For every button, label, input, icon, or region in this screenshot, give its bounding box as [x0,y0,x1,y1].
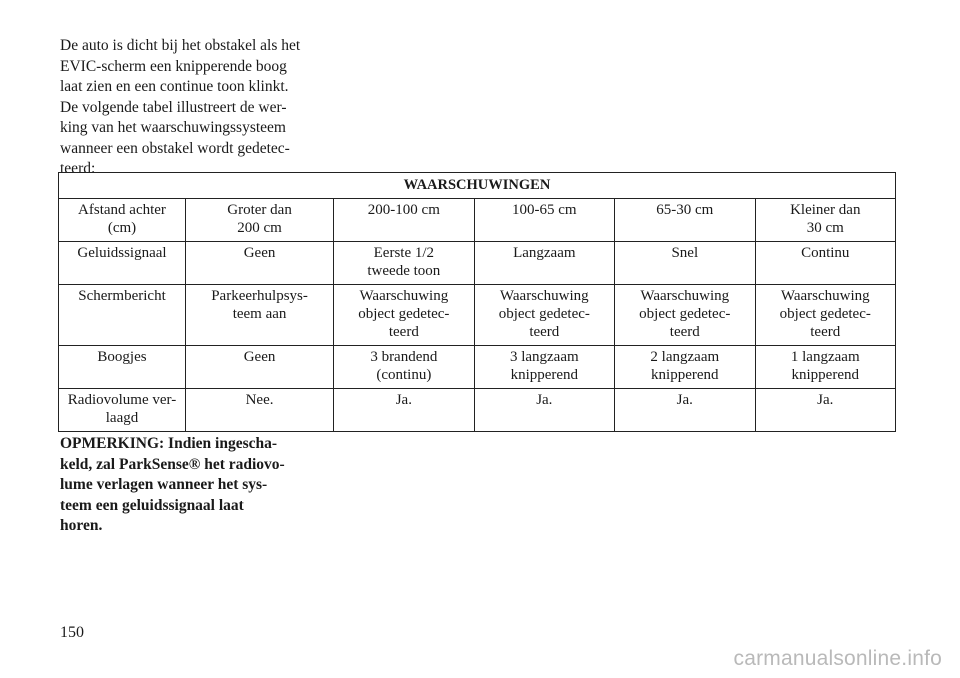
intro-line: king van het waarschuwingssysteem [60,119,286,136]
intro-line: De auto is dicht bij het obstakel als het [60,37,301,54]
row-header-line: Schermbericht [78,288,166,304]
cell-line: 2 langzaam [650,349,720,365]
table-cell [186,389,334,432]
cell-line: 100-65 cm [512,202,577,218]
cell-line: Groter dan [227,202,292,218]
table-cell [334,242,474,285]
cell-line: teem aan [232,306,287,322]
cell-line: Waarschuwing [499,288,589,304]
watermark: carmanualsonline.info [733,647,942,670]
intro-line: teerd: [60,160,96,177]
row-header-line: laagd [105,410,139,426]
cell-line: 3 brandend [370,349,438,365]
table-row [59,285,896,346]
cell-line: 3 langzaam [509,349,579,365]
cell-line: Nee. [245,392,274,408]
row-header [59,242,186,285]
cell-line: Ja. [395,392,412,408]
cell-line: knipperend [651,367,719,383]
table-body [59,199,896,432]
intro-line: De volgende tabel illustreert de wer- [60,98,287,116]
row-header-line: Afstand achter [78,202,166,218]
page-number: 150 [60,624,84,641]
cell-line: tweede toon [367,263,441,279]
table-cell [186,285,334,346]
cell-line: knipperend [791,367,859,383]
table-row [59,346,896,389]
table-cell [615,285,755,346]
cell-line: object gedetec- [358,306,450,322]
table-row [59,199,896,242]
table-cell [755,346,895,389]
intro-line: laat zien en een continue toon klinkt. [60,78,289,95]
table-cell [615,199,755,242]
note-line: lume verlagen wanneer het sys- [60,476,268,493]
cell-line: Waarschuwing [640,288,730,304]
table-cell [755,389,895,432]
cell-line: Parkeerhulpsys- [211,288,308,304]
cell-line: Geen [243,245,276,261]
table-cell [755,285,895,346]
intro-line: EVIC-scherm een knipperende boog [60,57,287,75]
cell-line: knipperend [510,367,579,383]
cell-line: Ja. [817,392,834,408]
cell-line: Ja. [536,392,553,408]
note-paragraph [60,434,322,537]
row-header [59,346,186,389]
row-header [59,285,186,346]
table-row [59,389,896,432]
table-cell [474,346,614,389]
cell-line: object gedetec- [639,306,731,322]
cell-line: 200 cm [237,220,282,236]
cell-line: teerd [529,324,560,340]
note-line: horen. [60,517,103,534]
intro-line: wanneer een obstakel wordt gedetec- [60,139,290,157]
table-cell [474,285,614,346]
intro-paragraph [60,36,322,180]
table-cell [334,389,474,432]
cell-line: 65-30 cm [656,202,714,218]
table-cell [615,346,755,389]
cell-line: Kleiner dan [790,202,861,218]
table-cell [474,389,614,432]
table-cell [755,199,895,242]
row-header-line: Radiovolume ver- [67,392,177,408]
table-cell [474,242,614,285]
table-cell [615,242,755,285]
note-line: teem een geluidssignaal laat [60,496,244,514]
row-header-line: (cm) [107,220,137,236]
table-cell [334,285,474,346]
table-cell [755,242,895,285]
note-line: keld, zal ParkSense® het radiovo- [60,455,285,473]
table-cell [186,346,334,389]
cell-line: Continu [801,245,850,261]
table-title-row [59,173,896,199]
cell-line: (continu) [376,367,432,383]
row-header [59,199,186,242]
cell-line: Ja. [676,392,693,408]
cell-line: Geen [243,349,276,365]
cell-line: Waarschuwing [780,288,870,304]
cell-line: teerd [810,324,841,340]
cell-line: 30 cm [806,220,844,236]
cell-line: object gedetec- [498,306,590,322]
cell-line: Langzaam [513,245,576,261]
row-header-line: Geluidssignaal [77,245,167,261]
cell-line: Snel [671,245,699,261]
cell-line: Waarschuwing [359,288,449,304]
cell-line: 200-100 cm [367,202,440,218]
table-cell [334,199,474,242]
cell-line: teerd [388,324,419,340]
table-cell [334,346,474,389]
note-line: OPMERKING: Indien ingescha- [60,435,278,452]
row-header [59,389,186,432]
table-cell [186,242,334,285]
cell-line: object gedetec- [779,306,871,322]
cell-line: 1 langzaam [790,349,860,365]
cell-line: Eerste 1/2 [373,245,435,261]
table-cell [186,199,334,242]
warnings-table [58,172,896,432]
table-row [59,242,896,285]
row-header-line: Boogjes [97,349,147,365]
table-cell [474,199,614,242]
table-cell [615,389,755,432]
cell-line: teerd [669,324,700,340]
table-title: WAARSCHUWINGEN [59,173,896,199]
